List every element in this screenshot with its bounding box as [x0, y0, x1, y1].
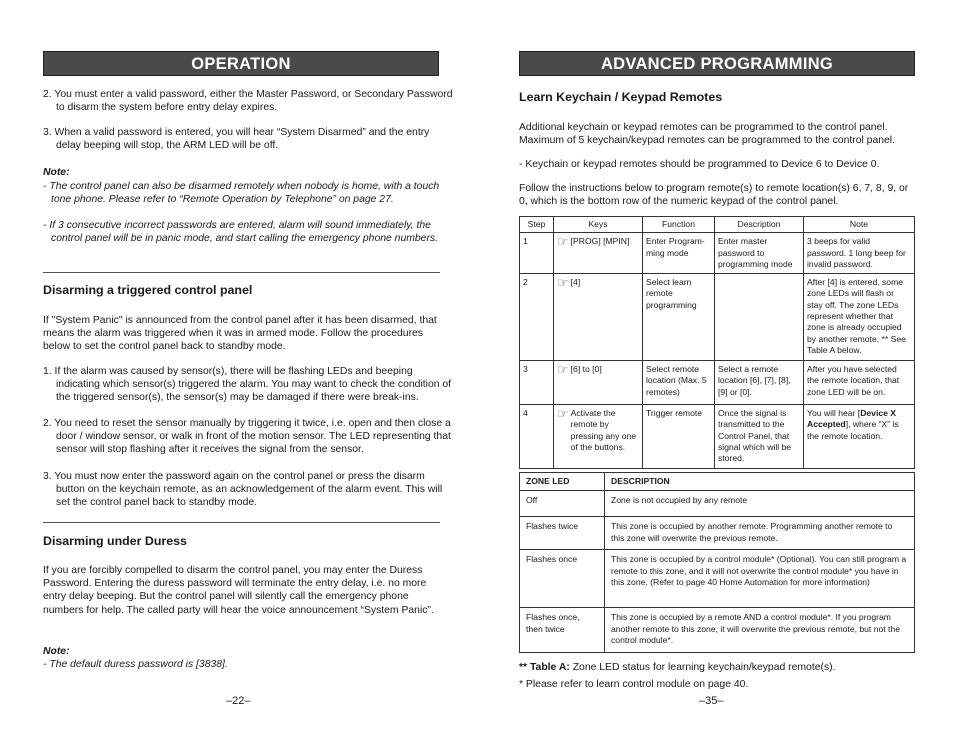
step-keys	[554, 405, 643, 468]
table-row	[520, 361, 915, 405]
advanced-programming-header: ADVANCED PROGRAMMING	[519, 51, 915, 76]
note-label: Note:	[43, 167, 70, 178]
intro-paragraph: Additional keychain or keypad remotes can be programmed to the control panel. Maximum of 5 keychain/keypad remotes can be programmed to the control panel.	[519, 122, 895, 147]
section-title-disarm-triggered: Disarming a triggered control panel	[43, 283, 253, 297]
table-row	[520, 608, 915, 653]
step-note	[804, 405, 915, 468]
page-number: –35–	[699, 695, 724, 707]
note-suffix: ], where “X” is the remote location.	[807, 419, 899, 441]
section-title-duress: Disarming under Duress	[43, 534, 187, 548]
table-row	[520, 405, 915, 468]
keys-text: Activate the remote by pressing any one of the buttons.	[570, 408, 637, 453]
divider	[43, 522, 440, 523]
left-page	[43, 0, 453, 738]
zone-led-description: This zone is occupied by another remote. Programming another remote to this zone will overwrite the previous remote.	[605, 517, 915, 550]
keys-text: [4]	[570, 277, 581, 288]
zone-led-description: This zone is occupied by a remote AND a control module*. If you program another remote to this zone, it will overwrite the previous remote, but not the control module*.	[605, 608, 915, 653]
column-header: Step	[520, 217, 554, 233]
duress-note: - The default duress password is [3838].	[43, 659, 228, 670]
zone-led-state: Off	[520, 491, 605, 517]
operation-header: OPERATION	[43, 51, 439, 76]
section-intro: If "System Panic" is announced from the control panel after it has been disarmed, that means the alarm was triggered when it was in armed mode. Follow the procedures below to set the control panel back to standby mode.	[43, 315, 437, 353]
step-note: 3 beeps for valid password. 1 long beep for invalid password.	[804, 233, 915, 274]
triggered-step-1: 1. If the alarm was caused by sensor(s), there will be flashing LEDs and beeping indicating which sensor(s) triggered the alarm. You may want to check the condition of the triggered sensor(s), the sensor(s) may be damaged if there were break-ins.	[43, 366, 452, 404]
zone-led-state: Flashes once, then twice	[520, 608, 605, 653]
table-a-caption	[519, 661, 916, 674]
note-remote-disarm: - The control panel can also be disarmed remotely when nobody is home, with a touch tone phone. Please refer to “Remote Operation by Telephone” on page 27.	[43, 181, 440, 206]
column-header: Note	[804, 217, 915, 233]
column-header: Function	[643, 217, 715, 233]
operation-item-3: 3. When a valid password is entered, you will hear “System Disarmed” and the entry delay beeping will stop, the ARM LED will be off.	[43, 127, 430, 152]
zone-led-state: Flashes twice	[520, 517, 605, 550]
footnote: * Please refer to learn control module on page 40.	[519, 679, 749, 690]
zone-led-state: Flashes once	[520, 550, 605, 608]
column-header: DESCRIPTION	[605, 473, 915, 491]
column-header: ZONE LED	[520, 473, 605, 491]
pointing-hand-icon: ☞	[557, 406, 569, 422]
divider	[43, 272, 440, 273]
pointing-hand-icon: ☞	[557, 234, 569, 250]
duress-note-label: Note:	[43, 646, 70, 657]
step-description: Select a remote location [6], [7], [8], [9] or [0].	[715, 361, 804, 405]
section-title-learn-remotes: Learn Keychain / Keypad Remotes	[519, 90, 723, 104]
triggered-step-2: 2. You need to reset the sensor manually by triggering it twice, i.e. open and then close a door / window sensor, or walk in front of the motion sensor. The LED representing that sensor will stop flashing after it receives the signal from the sensor.	[43, 418, 451, 456]
step-keys	[554, 361, 643, 405]
pointing-hand-icon: ☞	[557, 275, 569, 291]
note-panic-mode: - If 3 consecutive incorrect passwords are entered, alarm will sound immediately, the control panel will be in panic mode, and start calling the emergency phone numbers.	[43, 220, 438, 245]
instructions-paragraph: Follow the instructions below to program remote(s) to remote location(s) 6, 7, 8, 9, or 0, which is the bottom row of the numeric keypad of the control panel.	[519, 183, 909, 208]
column-header: Keys	[554, 217, 643, 233]
step-description	[715, 274, 804, 361]
step-number: 1	[520, 233, 554, 274]
table-row	[520, 550, 915, 608]
step-number: 2	[520, 274, 554, 361]
step-number: 3	[520, 361, 554, 405]
zone-led-description: This zone is occupied by a control module* (Optional). You can still program a remote to this zone, and it will not overwrite the control module* you have in this zone. (Refer to page 40 Home Automation for more information)	[605, 550, 915, 608]
column-header: Description	[715, 217, 804, 233]
pointing-hand-icon: ☞	[557, 362, 569, 378]
device-range-note: - Keychain or keypad remotes should be programmed to Device 6 to Device 0.	[519, 159, 880, 170]
triggered-step-3: 3. You must now enter the password again on the control panel or press the disarm button on the keychain remote, as an acknowledgement of the alarm event. This will set the control panel back to standby mode.	[43, 471, 443, 509]
step-description: Enter master password to programming mode	[715, 233, 804, 274]
keys-text: [PROG] [MPIN]	[570, 236, 630, 247]
table-a-text: Zone LED status for learning keychain/keypad remote(s).	[572, 662, 836, 673]
step-function: Trigger remote	[643, 405, 715, 468]
step-function: Select remote location (Max. 5 remotes)	[643, 361, 715, 405]
right-page	[519, 0, 916, 738]
programming-steps-table	[519, 216, 915, 469]
table-a-label: ** Table A:	[519, 662, 570, 673]
table-row	[520, 517, 915, 550]
duress-paragraph: If you are forcibly compelled to disarm the control panel, you may enter the Duress Password. Entering the duress password will terminate the entry delay, i.e. no more entry delay beeping. But the control panel will silently call the emergency phone numbers for help. The called party will hear the voice announcement “System Panic”.	[43, 565, 434, 616]
step-note: After [4] is entered, some zone LEDs will flash or stay off. The zone LEDs represent whether that zone is already occupied by another remote. ** See Table A below.	[804, 274, 915, 361]
table-row	[520, 491, 915, 517]
step-keys	[554, 274, 643, 361]
zone-led-description: Zone is not occupied by any remote	[605, 491, 915, 517]
device-accepted-text: Device X Accepted	[807, 408, 897, 430]
table-header-row	[520, 217, 915, 233]
step-keys	[554, 233, 643, 274]
step-description: Once the signal is transmitted to the Control Panel, that signal which will be stored.	[715, 405, 804, 468]
zone-led-table	[519, 472, 915, 653]
note-prefix: You will hear [	[807, 408, 861, 419]
table-header-row	[520, 473, 915, 491]
step-number: 4	[520, 405, 554, 468]
page-number: –22–	[226, 695, 251, 707]
table-row	[520, 274, 915, 361]
table-row	[520, 233, 915, 274]
step-note: After you have selected the remote location, that zone LED will be on.	[804, 361, 915, 405]
step-function: Enter Program-ming mode	[643, 233, 715, 274]
operation-item-2: 2. You must enter a valid password, either the Master Password, or Secondary Password to disarm the system before entry delay expires.	[43, 89, 453, 114]
keys-text: [6] to [0]	[570, 364, 602, 375]
step-function: Select learn remote programming	[643, 274, 715, 361]
